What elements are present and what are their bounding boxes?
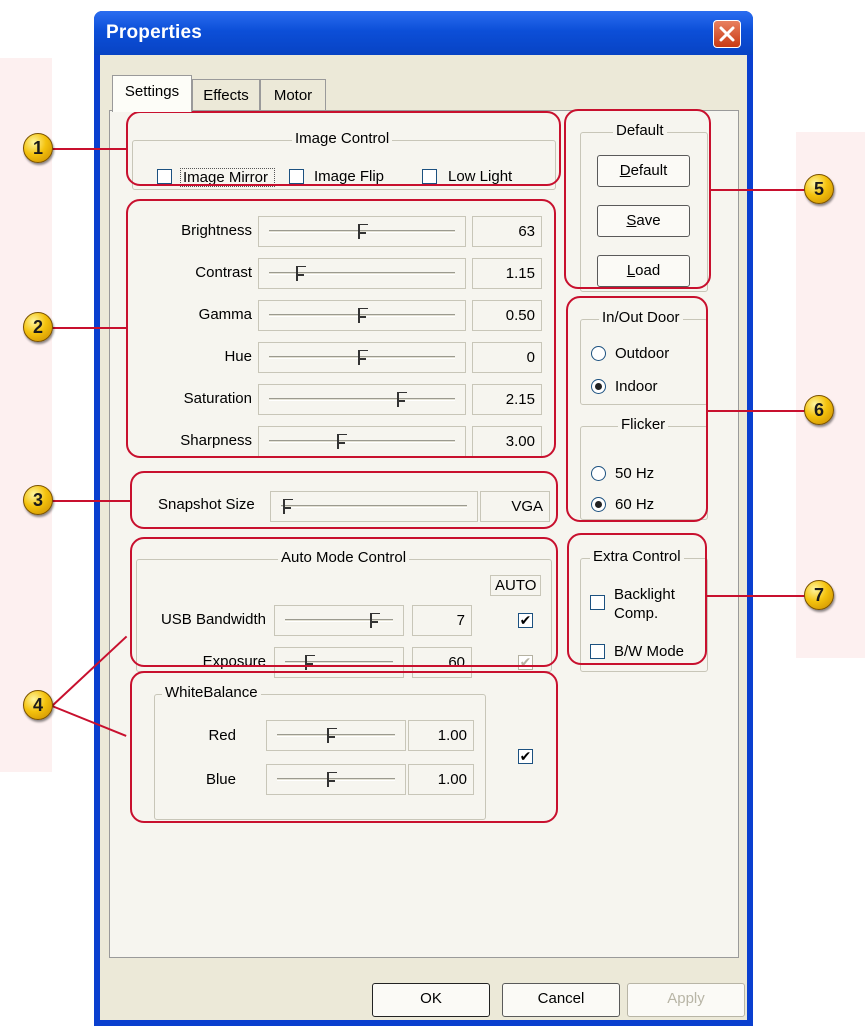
saturation-value: 2.15 xyxy=(472,384,542,415)
default-group-title: Default xyxy=(613,122,667,139)
connector-line-2 xyxy=(52,327,127,329)
apply-button[interactable]: Apply xyxy=(627,983,745,1017)
snapshot-size-label: Snapshot Size xyxy=(158,496,255,513)
in-out-door-title: In/Out Door xyxy=(599,309,683,326)
white-balance-red-value: 1.00 xyxy=(408,720,474,751)
exposure-auto-checkbox[interactable]: ✔ xyxy=(519,654,532,670)
ok-button[interactable]: OK xyxy=(372,983,490,1017)
usb-bandwidth-label: USB Bandwidth xyxy=(160,611,266,628)
connector-line-1 xyxy=(52,148,127,150)
close-button[interactable] xyxy=(713,20,741,48)
background-panel-left xyxy=(0,58,52,772)
annotation-box-default xyxy=(564,109,711,289)
gamma-label: Gamma xyxy=(198,306,252,323)
contrast-value: 1.15 xyxy=(472,258,542,289)
snapshot-size-value: VGA xyxy=(480,491,550,522)
marker-5: 5 xyxy=(804,174,834,204)
indoor-label: Indoor xyxy=(615,378,658,395)
sharpness-value: 3.00 xyxy=(472,426,542,457)
saturation-label: Saturation xyxy=(183,390,252,407)
outdoor-label: Outdoor xyxy=(615,345,670,362)
annotation-box-auto-mode xyxy=(130,537,558,667)
flicker-60hz-label: 60 Hz xyxy=(615,496,655,513)
image-flip-label: Image Flip xyxy=(314,168,385,185)
save-button[interactable]: Save xyxy=(597,205,690,237)
white-balance-red-label: Red xyxy=(208,727,236,744)
marker-7: 7 xyxy=(804,580,834,610)
extra-control-title: Extra Control xyxy=(590,548,684,565)
annotation-box-door-flicker xyxy=(566,296,708,522)
white-balance-blue-label: Blue xyxy=(205,771,236,788)
tab-effects[interactable]: Effects xyxy=(192,79,260,111)
default-button[interactable]: Default xyxy=(597,155,690,187)
background-panel-right xyxy=(796,132,865,658)
usb-bandwidth-auto-checkbox[interactable]: ✔ xyxy=(519,612,532,628)
marker-2: 2 xyxy=(23,312,53,342)
marker-6: 6 xyxy=(804,395,834,425)
brightness-label: Brightness xyxy=(181,222,252,239)
close-icon xyxy=(714,21,740,47)
marker-4: 4 xyxy=(23,690,53,720)
bw-mode-label: B/W Mode xyxy=(614,643,685,660)
marker-1: 1 xyxy=(23,133,53,163)
load-button[interactable]: Load xyxy=(597,255,690,287)
tab-motor[interactable]: Motor xyxy=(260,79,326,111)
white-balance-auto-checkbox[interactable]: ✔ xyxy=(519,748,532,764)
image-control-title: Image Control xyxy=(292,130,392,147)
image-mirror-label: Image Mirror xyxy=(180,168,275,187)
connector-line-6 xyxy=(708,410,806,412)
hue-value: 0 xyxy=(472,342,542,373)
connector-line-3 xyxy=(52,500,131,502)
auto-mode-title: Auto Mode Control xyxy=(278,549,409,566)
hue-label: Hue xyxy=(224,348,252,365)
exposure-label: Exposure xyxy=(202,653,266,670)
marker-3: 3 xyxy=(23,485,53,515)
white-balance-title: WhiteBalance xyxy=(162,684,261,701)
connector-line-5 xyxy=(711,189,807,191)
title-bar[interactable] xyxy=(94,11,753,55)
flicker-50hz-label: 50 Hz xyxy=(615,465,655,482)
annotation-box-snapshot xyxy=(130,471,558,529)
annotation-box-extra-control xyxy=(567,533,707,665)
sharpness-label: Sharpness xyxy=(180,432,252,449)
exposure-value: 60 xyxy=(412,647,472,678)
annotation-box-image-control xyxy=(126,111,561,186)
gamma-value: 0.50 xyxy=(472,300,542,331)
flicker-title: Flicker xyxy=(618,416,668,433)
auto-column-header: AUTO xyxy=(490,575,541,596)
window-title: Properties xyxy=(106,22,202,43)
connector-line-7 xyxy=(707,595,806,597)
cancel-button[interactable]: Cancel xyxy=(502,983,620,1017)
white-balance-blue-value: 1.00 xyxy=(408,764,474,795)
usb-bandwidth-value: 7 xyxy=(412,605,472,636)
tab-settings[interactable]: Settings xyxy=(112,75,192,112)
annotation-box-adjustments xyxy=(126,199,556,458)
brightness-value: 63 xyxy=(472,216,542,247)
low-light-label: Low Light xyxy=(448,168,513,185)
contrast-label: Contrast xyxy=(195,264,252,281)
backlight-comp-label: Backlight Comp. xyxy=(614,586,675,622)
annotation-box-white-balance xyxy=(130,671,558,823)
